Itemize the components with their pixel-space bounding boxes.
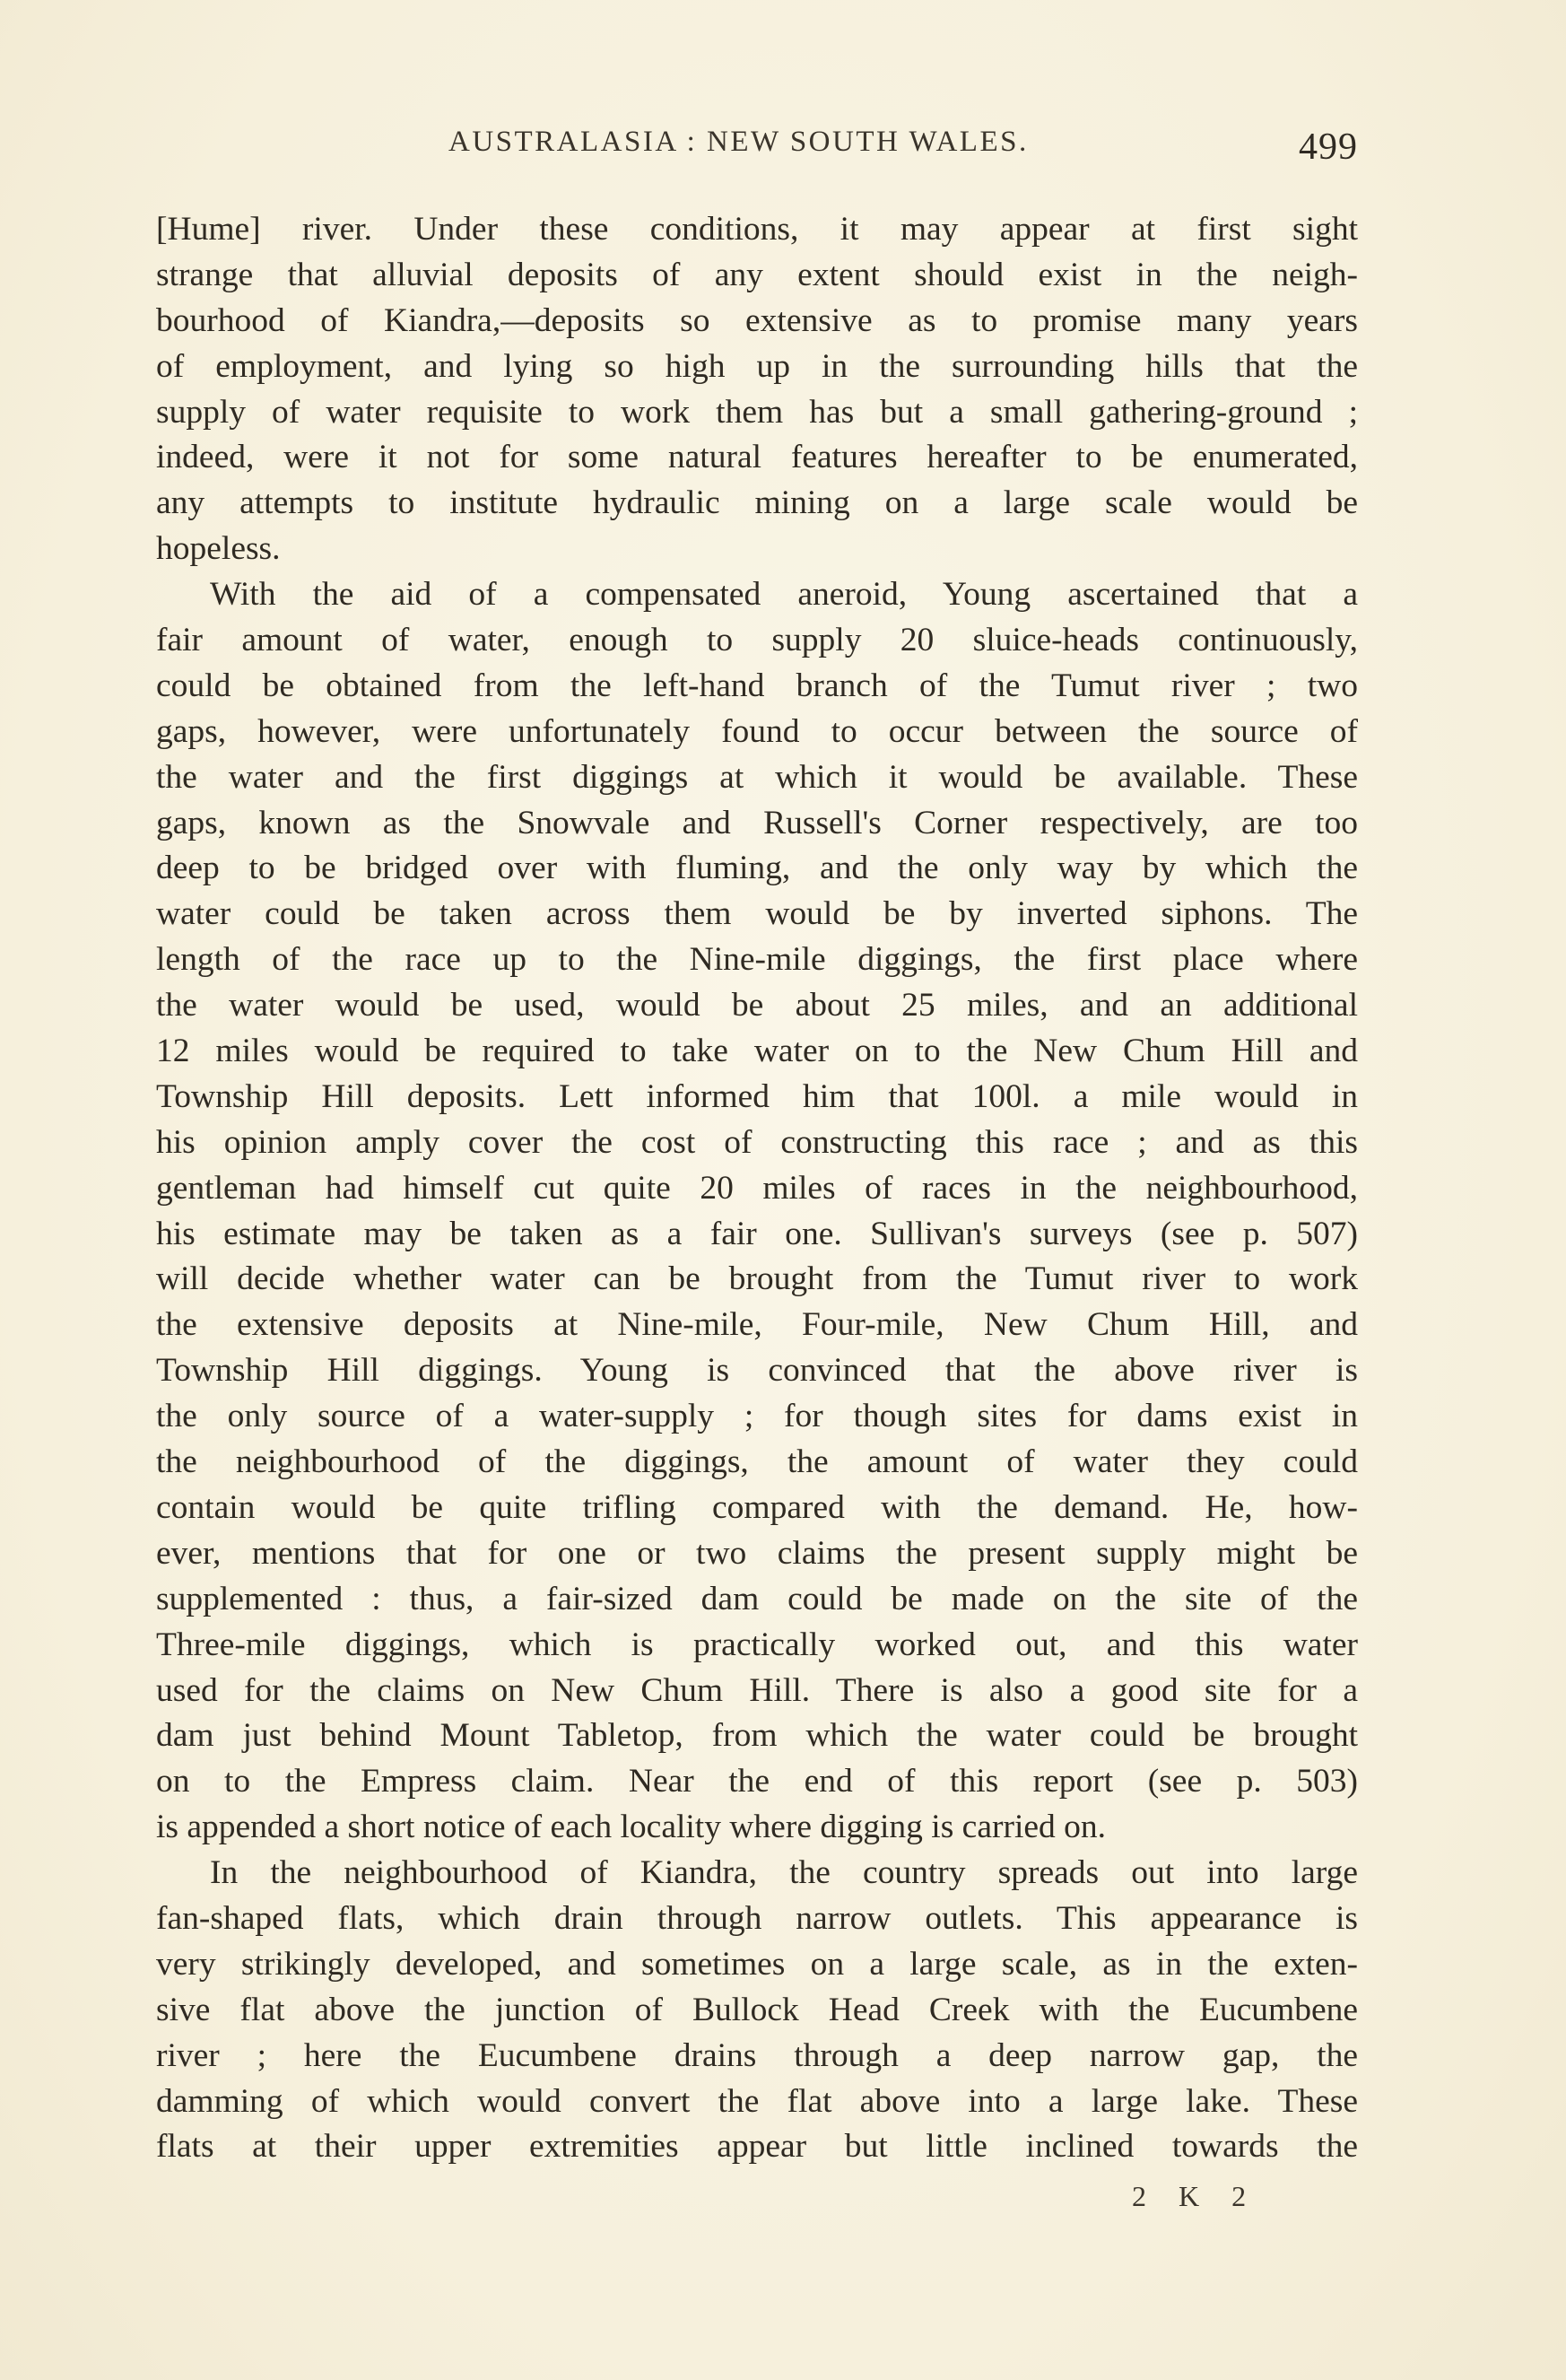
text-line: contain would be quite trifling compared with the demand. He, how- — [156, 1488, 1358, 1526]
body-text — [156, 207, 1358, 2170]
text-line: damming of which would convert the flat above into a large lake. These — [156, 2082, 1358, 2120]
text-line: on to the Empress claim. Near the end of this report (see p. 503) — [156, 1763, 1358, 1800]
text-line: fan-shaped flats, which drain through narrow outlets. This appearance is — [156, 1899, 1358, 1937]
text-line: Township Hill diggings. Young is convinced that the above river is — [156, 1352, 1358, 1390]
text-line: supplemented : thus, a fair-sized dam could be made on the site of the — [156, 1580, 1358, 1617]
text-line: could be obtained from the left-hand branch of the Tumut river ; two — [156, 667, 1358, 704]
text-line: gaps, known as the Snowvale and Russell's Corner respectively, are too — [156, 804, 1358, 841]
text-line: gentleman had himself cut quite 20 miles of races in the neighbourhood, — [156, 1169, 1358, 1207]
text-line: his estimate may be taken as a fair one. Sullivan's surveys (see p. 507) — [156, 1215, 1358, 1252]
text-line: the only source of a water-supply ; for though sites for dams exist in — [156, 1398, 1358, 1435]
text-line: [Hume] river. Under these conditions, it may appear at first sight — [156, 211, 1358, 248]
text-line: the extensive deposits at Nine-mile, Four-mile, New Chum Hill, and — [156, 1306, 1358, 1344]
text-line: ever, mentions that for one or two claims the present supply might be — [156, 1534, 1358, 1572]
text-line: supply of water requisite to work them has but a small gathering-ground ; — [156, 393, 1358, 431]
text-line: sive flat above the junction of Bullock Head Creek with the Eucumbene — [156, 1991, 1358, 2028]
paragraph-start-line: In the neighbourhood of Kiandra, the country spreads out into large — [210, 1854, 1358, 1892]
text-line: deep to be bridged over with fluming, and the only way by which the — [156, 850, 1358, 887]
text-line: river ; here the Eucumbene drains through a deep narrow gap, the — [156, 2036, 1358, 2074]
text-line: any attempts to institute hydraulic mining on a large scale would be — [156, 484, 1358, 522]
text-line: fair amount of water, enough to supply 20 sluice-heads continuously, — [156, 622, 1358, 659]
text-line: strange that alluvial deposits of any extent should exist in the neigh- — [156, 256, 1358, 293]
text-line: dam just behind Mount Tabletop, from which the water could be brought — [156, 1717, 1358, 1755]
page-number: 499 — [1299, 126, 1358, 168]
text-line: is appended a short notice of each locality where digging is carried on. — [156, 1809, 1107, 1846]
text-line: hopeless. — [156, 530, 281, 568]
text-line: of employment, and lying so high up in the surrounding hills that the — [156, 347, 1358, 385]
text-line: bourhood of Kiandra,—deposits so extensive as to promise many years — [156, 301, 1358, 339]
text-line: 12 miles would be required to take water on to the New Chum Hill and — [156, 1033, 1358, 1070]
text-line: water could be taken across them would be by inverted siphons. The — [156, 895, 1358, 933]
text-line: his opinion amply cover the cost of constructing this race ; and as this — [156, 1123, 1358, 1161]
text-line: Township Hill deposits. Lett informed him that 100l. a mile would in — [156, 1077, 1358, 1115]
text-line: the neighbourhood of the diggings, the amount of water they could — [156, 1443, 1358, 1481]
text-line: indeed, were it not for some natural features hereafter to be enumerated, — [156, 439, 1358, 476]
text-line: the water would be used, would be about 25 miles, and an additional — [156, 987, 1358, 1024]
text-line: flats at their upper extremities appear but little inclined towards the — [156, 2128, 1358, 2166]
text-line: used for the claims on New Chum Hill. There is also a good site for a — [156, 1671, 1358, 1709]
text-line: very strikingly developed, and sometimes on a large scale, as in the exten- — [156, 1945, 1358, 1983]
signature-mark: 2 K 2 — [1132, 2180, 1259, 2212]
text-line: the water and the first diggings at which it would be available. These — [156, 758, 1358, 796]
text-line: Three-mile diggings, which is practically worked out, and this water — [156, 1626, 1358, 1663]
text-line: length of the race up to the Nine-mile diggings, the first place where — [156, 941, 1358, 979]
text-line: will decide whether water can be brought from the Tumut river to work — [156, 1260, 1358, 1298]
paragraph-start-line: With the aid of a compensated aneroid, Young ascertained that a — [210, 576, 1358, 614]
text-line: gaps, however, were unfortunately found to occur between the source of — [156, 712, 1358, 750]
running-head: AUSTRALASIA : NEW SOUTH WALES. — [448, 126, 1029, 158]
